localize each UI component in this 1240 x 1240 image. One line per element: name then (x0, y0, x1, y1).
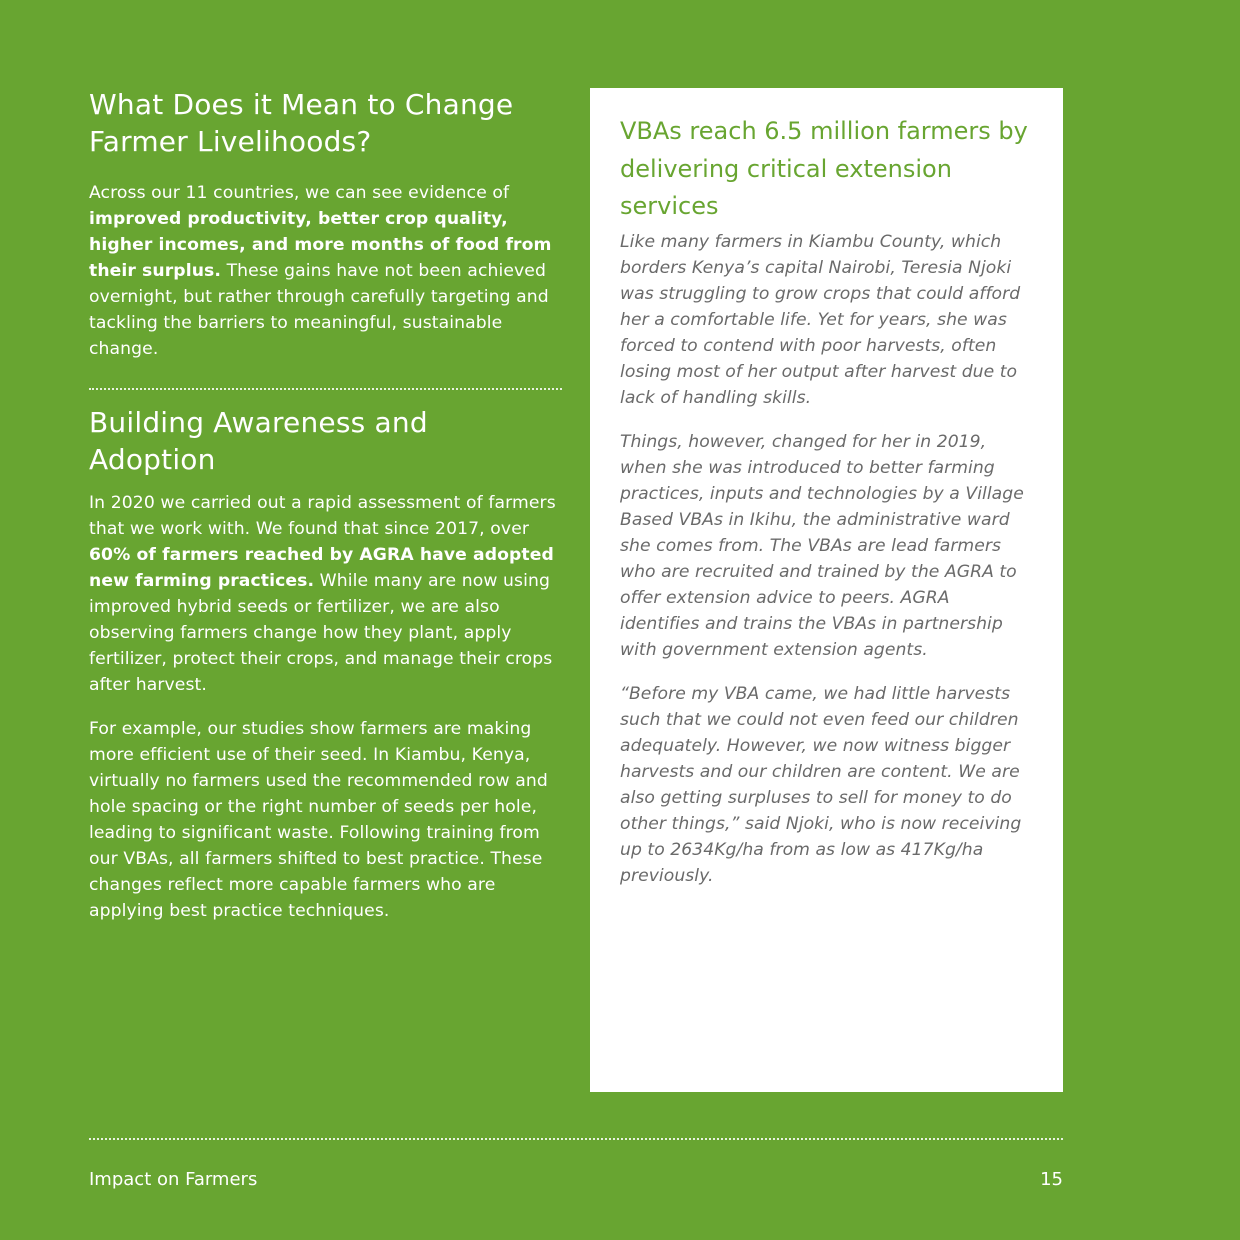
footer-section-title: Impact on Farmers (89, 1169, 258, 1190)
footer-divider (89, 1138, 1063, 1140)
main-column (89, 86, 562, 942)
livelihoods-text-start: Across our 11 countries, we can see evidence of (89, 183, 510, 203)
livelihoods-highlight: improved productivity, better crop quality, higher incomes, and more months of food from their surplus. (89, 209, 552, 281)
vba-story-quote: “Before my VBA came, we had little harvests such that we could not even feed our children adequately. However, we now witness bigger harvests and our children are content. We are also getting surpluses to sell for money to do other things,” said Njoki, who is now receiving up to 2634Kg/ha from as low as 417Kg/ha previously. (620, 683, 1022, 886)
page-number: 15 (1040, 1169, 1063, 1190)
livelihoods-text-end: These gains have not been achieved overnight, but rather through carefully targeting and tackling the barriers to meaningful, sustainable change. (89, 261, 549, 359)
awareness-paragraph-2: For example, our studies show farmers are making more efficient use of their seed. In Kiambu, Kenya, virtually no farmers used the recommended row and hole spacing or the right number of seeds per hole, leading to significant waste. Following training from our VBAs, all farmers shifted to best practice. These changes reflect more capable farmers who are applying best practice techniques. (89, 719, 548, 921)
section-awareness (89, 404, 562, 924)
awareness-highlight: 60% of farmers reached by AGRA have adopted new farming practices. (89, 545, 554, 591)
section-livelihoods (89, 86, 562, 362)
vba-story-title: VBAs reach 6.5 million farmers by delivering critical extension services (620, 117, 1028, 220)
section-divider (89, 388, 562, 390)
section-heading-awareness: Building Awareness and Adoption (89, 406, 428, 476)
livelihoods-paragraph (89, 180, 562, 362)
vba-story-box (590, 88, 1063, 1092)
section-heading-livelihoods: What Does it Mean to Change Farmer Livelihoods? (89, 88, 514, 158)
vba-story-paragraph-2: Things, however, changed for her in 2019, when she was introduced to better farming practices, inputs and technologies by a Village Based VBAs in Ikihu, the administrative ward she comes from. The VBAs are lead farmers who are recruited and trained by the AGRA to offer extension advice to peers. AGRA identifies and trains the VBAs in partnership with government extension agents. (620, 431, 1024, 660)
vba-story-paragraph-1: Like many farmers in Kiambu County, which borders Kenya’s capital Nairobi, Teresia Njoki was struggling to grow crops that could afford her a comfortable life. Yet for years, she was forced to contend with poor harvests, often losing most of her output after harvest due to lack of handling skills. (620, 231, 1021, 408)
awareness-text-start: In 2020 we carried out a rapid assessment of farmers that we work with. We found that since 2017, over (89, 493, 556, 539)
awareness-text-end: While many are now using improved hybrid seeds or fertilizer, we are also observing farmers change how they plant, apply fertilizer, protect their crops, and manage their crops after harvest. (89, 571, 553, 695)
awareness-paragraph-1 (89, 490, 562, 698)
